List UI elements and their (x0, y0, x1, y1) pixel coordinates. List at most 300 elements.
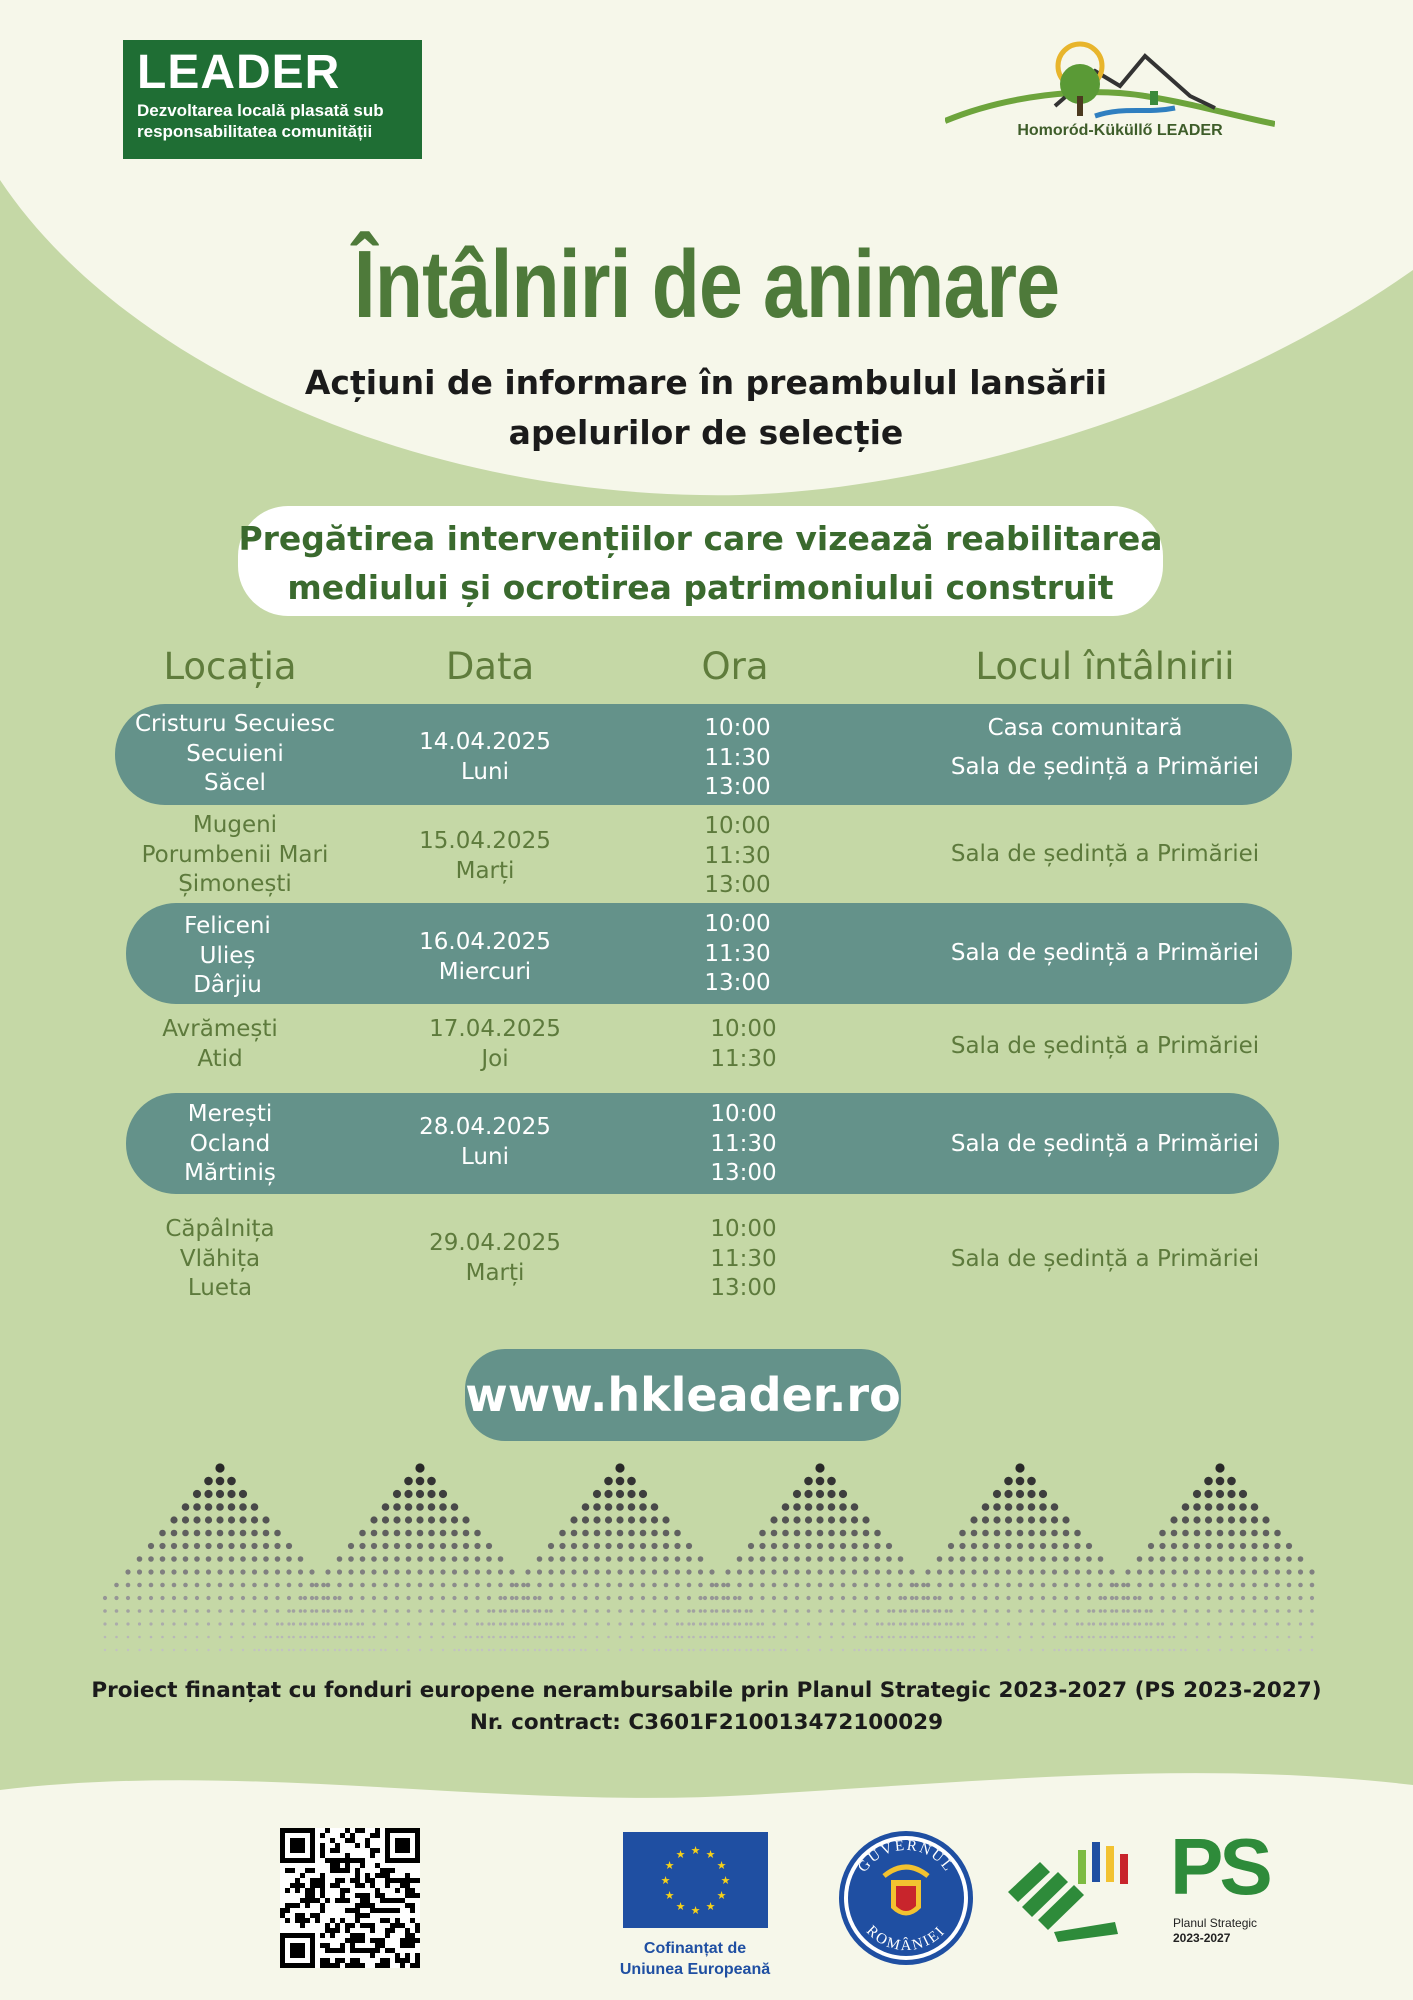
decor-dot (1287, 1622, 1290, 1625)
header-location: Locația (163, 645, 297, 688)
row-locations (120, 811, 350, 900)
decor-dot (771, 1530, 778, 1537)
decor-dot (1122, 1622, 1125, 1625)
decor-dot (492, 1622, 495, 1625)
decor-dot (1076, 1636, 1079, 1639)
decor-dot (1027, 1477, 1036, 1486)
decor-dot (1109, 1569, 1114, 1574)
decor-dot (1286, 1543, 1292, 1549)
decor-dot (171, 1530, 178, 1537)
decor-dot (298, 1569, 303, 1574)
decor-dot (699, 1622, 702, 1625)
decor-dot (183, 1569, 188, 1574)
decor-dot (830, 1636, 833, 1639)
decor-dot (1276, 1609, 1280, 1613)
time-item: 10:00 (710, 1216, 777, 1242)
decor-dot (1161, 1622, 1164, 1625)
decor-dot (950, 1636, 953, 1639)
decor-dot (1264, 1596, 1268, 1600)
decor-dot (183, 1583, 188, 1588)
decor-dot (275, 1556, 281, 1562)
decor-dot (1275, 1583, 1280, 1588)
decor-dot (784, 1649, 786, 1651)
decor-dot (415, 1463, 424, 1472)
decor-dot (1184, 1636, 1187, 1639)
decor-dot (206, 1569, 211, 1574)
decor-dot (114, 1596, 118, 1600)
decor-dot (326, 1609, 330, 1613)
decor-dot (427, 1490, 435, 1498)
decor-dot (348, 1569, 353, 1574)
day-value: Marți (465, 1259, 525, 1286)
decor-dot (572, 1596, 576, 1600)
decor-dot (842, 1636, 845, 1639)
decor-dot (604, 1490, 612, 1498)
decor-dot (1251, 1503, 1259, 1511)
decor-dot (384, 1622, 387, 1625)
decor-dot (287, 1583, 292, 1588)
decor-dot (538, 1622, 541, 1625)
decor-dot (914, 1583, 919, 1588)
decor-dot (903, 1622, 906, 1625)
decor-dot (1005, 1516, 1012, 1523)
decor-dot (926, 1609, 930, 1613)
decor-dot (240, 1530, 247, 1537)
decor-dot (568, 1636, 571, 1639)
decor-dot (1133, 1596, 1137, 1600)
decor-dot (1241, 1596, 1245, 1600)
decor-dot (606, 1596, 610, 1600)
row-times (670, 812, 805, 901)
decor-dot (276, 1622, 279, 1625)
decor-dot (299, 1622, 302, 1625)
decor-dot (806, 1596, 810, 1600)
decor-dot (1168, 1636, 1171, 1639)
decor-dot (405, 1530, 412, 1537)
decor-dot (439, 1516, 446, 1523)
decor-dot (760, 1556, 766, 1562)
decor-dot (662, 1516, 669, 1523)
decor-dot (937, 1556, 943, 1562)
decor-dot (1263, 1543, 1269, 1549)
decor-dot (150, 1649, 152, 1651)
decor-dot (938, 1609, 942, 1613)
decor-dot (1065, 1649, 1067, 1651)
decor-dot (852, 1596, 856, 1600)
decor-dot (652, 1596, 656, 1600)
decor-dot (782, 1530, 789, 1537)
eu-star-icon: ★ (660, 1874, 671, 1887)
leader-sub-line2: responsabilitatea comunității (137, 122, 373, 141)
decor-dot (126, 1583, 131, 1588)
decor-dot (864, 1609, 868, 1613)
gov-top-text: GUVERNUL (855, 1837, 957, 1876)
decor-dot (1230, 1636, 1233, 1639)
decor-dot (149, 1596, 153, 1600)
eu-flag-icon (623, 1832, 768, 1928)
decor-dot (756, 1622, 759, 1625)
time-item: 11:30 (710, 1245, 777, 1272)
decor-dot (703, 1609, 707, 1613)
decor-dot (686, 1569, 691, 1574)
decor-dot (629, 1569, 634, 1574)
decor-dot (910, 1583, 915, 1588)
decor-dot (1286, 1569, 1291, 1574)
decor-dot (864, 1622, 867, 1625)
decor-dot (761, 1622, 764, 1625)
decor-dot (138, 1649, 140, 1651)
decor-dot (227, 1490, 235, 1498)
decor-dot (492, 1649, 494, 1651)
decor-dot (1195, 1622, 1198, 1625)
decor-dot (1218, 1622, 1221, 1625)
decor-dot (334, 1649, 336, 1651)
decor-dot (299, 1649, 301, 1651)
decor-dot (372, 1622, 375, 1625)
decor-dot (253, 1609, 257, 1613)
decor-dot (276, 1609, 280, 1613)
decor-dot (1229, 1596, 1233, 1600)
decor-dot (722, 1636, 725, 1639)
decor-dot (1239, 1503, 1247, 1511)
decor-dot (526, 1596, 530, 1600)
decor-dot (499, 1609, 503, 1613)
decor-dot (760, 1569, 765, 1574)
decor-dot (1229, 1569, 1234, 1574)
decor-dot (218, 1609, 222, 1613)
decor-dot (534, 1636, 537, 1639)
decor-dot (925, 1569, 930, 1574)
decor-dot (406, 1556, 412, 1562)
decor-dot (345, 1609, 349, 1613)
decor-dot (1148, 1569, 1153, 1574)
decor-dot (617, 1569, 622, 1574)
decor-dot (292, 1622, 295, 1625)
decor-dot (193, 1503, 201, 1511)
decor-dot (348, 1556, 354, 1562)
leader-logo-title: LEADER (137, 46, 341, 99)
decor-dot (1168, 1649, 1170, 1651)
decor-dot (481, 1649, 483, 1651)
decor-dot (230, 1622, 233, 1625)
decor-dot (750, 1636, 753, 1639)
decor-dot (1053, 1649, 1055, 1651)
decor-dot (829, 1596, 833, 1600)
eu-line2: Uniunea Europeană (619, 1961, 771, 1978)
decor-dot (338, 1622, 341, 1625)
decor-dot (921, 1596, 925, 1600)
decor-dot (407, 1636, 410, 1639)
decor-dot (710, 1583, 715, 1588)
decor-dot (263, 1530, 270, 1537)
decor-dot (1251, 1543, 1257, 1549)
decor-dot (275, 1583, 280, 1588)
decor-dot (983, 1596, 987, 1600)
decor-dot (970, 1516, 977, 1523)
decor-dot (138, 1622, 141, 1625)
decor-dot (418, 1583, 423, 1588)
decor-dot (1194, 1556, 1200, 1562)
decor-dot (663, 1569, 668, 1574)
decor-dot (1195, 1609, 1199, 1613)
decor-dot (533, 1596, 537, 1600)
location-item: Lueta (187, 1275, 253, 1301)
day-value: Luni (461, 758, 509, 785)
decor-dot (926, 1596, 930, 1600)
decor-dot (582, 1530, 589, 1537)
decor-dot (334, 1636, 337, 1639)
decor-dot (1074, 1543, 1080, 1549)
decor-dot (393, 1490, 401, 1498)
decor-dot (795, 1609, 799, 1613)
decor-dot (972, 1622, 975, 1625)
decor-dot (503, 1622, 506, 1625)
decor-dot (1180, 1649, 1182, 1651)
decor-dot (264, 1609, 268, 1613)
decor-dot (818, 1609, 822, 1613)
decor-dot (1030, 1622, 1033, 1625)
decor-dot (452, 1583, 457, 1588)
decor-dot (1063, 1543, 1069, 1549)
eu-star-icon: ★ (675, 1900, 686, 1913)
decor-dot (629, 1556, 635, 1562)
decor-dot (522, 1636, 525, 1639)
decor-dot (265, 1636, 268, 1639)
decor-dot (898, 1569, 903, 1574)
decor-dot (1241, 1622, 1244, 1625)
row-times (670, 714, 805, 803)
qr-code-icon[interactable] (280, 1828, 420, 1968)
decor-dot (138, 1636, 141, 1639)
decor-dot (618, 1583, 623, 1588)
decor-dot (839, 1503, 847, 1511)
decor-dot (806, 1569, 811, 1574)
decor-dot (851, 1530, 858, 1537)
decor-dot (1041, 1622, 1044, 1625)
decor-dot (715, 1636, 718, 1639)
decor-dot (452, 1556, 458, 1562)
decor-dot (350, 1636, 353, 1639)
decor-dot (548, 1543, 554, 1549)
decor-dot (1310, 1596, 1314, 1600)
decor-dot (945, 1636, 948, 1639)
decor-dot (1157, 1636, 1160, 1639)
decor-dot (853, 1609, 857, 1613)
decor-dot (1110, 1596, 1114, 1600)
time-item: 13:00 (704, 872, 771, 898)
decor-dot (522, 1649, 524, 1651)
decor-dot (1110, 1622, 1113, 1625)
decor-dot (492, 1609, 496, 1613)
decor-dot (333, 1609, 337, 1613)
decor-dot (1051, 1530, 1058, 1537)
decor-dot (1098, 1569, 1103, 1574)
decor-dot (605, 1516, 612, 1523)
decor-dot (583, 1569, 588, 1574)
decor-dot (1042, 1636, 1045, 1639)
decor-dot (265, 1649, 267, 1651)
decor-dot (617, 1556, 623, 1562)
decor-dot (1264, 1609, 1268, 1613)
decor-dot (396, 1649, 398, 1651)
decor-dot (371, 1543, 377, 1549)
decor-dot (815, 1463, 824, 1472)
decor-dot (241, 1622, 244, 1625)
decor-dot (960, 1556, 966, 1562)
decor-dot (315, 1649, 317, 1651)
decor-dot (537, 1569, 542, 1574)
row-times (676, 1100, 811, 1189)
decor-dot (675, 1583, 680, 1588)
decor-dot (840, 1569, 845, 1574)
decor-dot (699, 1636, 702, 1639)
decor-dot (960, 1569, 965, 1574)
decor-dot (1005, 1543, 1011, 1549)
decor-dot (698, 1583, 703, 1588)
decor-dot (1183, 1556, 1189, 1562)
romanian-government-seal-icon (836, 1828, 976, 1968)
decor-dot (560, 1583, 565, 1588)
decor-dot (628, 1543, 634, 1549)
decor-dot (1006, 1583, 1011, 1588)
decor-dot (338, 1609, 342, 1613)
decor-dot (453, 1609, 457, 1613)
decor-dot (475, 1596, 479, 1600)
decor-dot (160, 1596, 164, 1600)
decor-dot (841, 1622, 844, 1625)
decor-dot (1122, 1609, 1126, 1613)
decor-dot (148, 1543, 154, 1549)
decor-dot (327, 1636, 330, 1639)
decor-dot (852, 1569, 857, 1574)
decor-dot (594, 1556, 600, 1562)
decor-dot (384, 1649, 386, 1651)
decor-dot (922, 1649, 924, 1651)
decor-dot (874, 1530, 881, 1537)
decor-dot (241, 1583, 246, 1588)
decor-dot (593, 1490, 601, 1498)
decor-dot (698, 1596, 702, 1600)
decor-dot (311, 1649, 313, 1651)
decor-dot (538, 1636, 541, 1639)
decor-dot (359, 1543, 365, 1549)
decor-dot (1207, 1636, 1210, 1639)
decor-dot (983, 1556, 989, 1562)
decor-dot (733, 1609, 737, 1613)
decor-dot (1265, 1649, 1267, 1651)
decor-dot (737, 1569, 742, 1574)
decor-dot (218, 1596, 222, 1600)
decor-dot (627, 1490, 635, 1498)
decor-dot (475, 1569, 480, 1574)
decor-dot (288, 1636, 291, 1639)
decor-dot (549, 1596, 553, 1600)
decor-dot (137, 1556, 143, 1562)
decor-dot (607, 1622, 610, 1625)
decor-dot (252, 1569, 257, 1574)
decor-dot (1252, 1569, 1257, 1574)
decor-dot (616, 1477, 625, 1486)
decor-dot (1205, 1543, 1211, 1549)
location-item: Mugeni (192, 812, 278, 838)
decor-dot (499, 1622, 502, 1625)
decor-dot (115, 1636, 118, 1639)
decor-dot (194, 1530, 201, 1537)
decor-dot (1007, 1649, 1009, 1651)
decor-dot (298, 1596, 302, 1600)
decor-dot (103, 1609, 107, 1613)
decor-dot (915, 1622, 918, 1625)
decor-dot (993, 1503, 1001, 1511)
decor-dot (395, 1609, 399, 1613)
decor-dot (274, 1530, 281, 1537)
decor-dot (582, 1503, 590, 1511)
decor-dot (322, 1622, 325, 1625)
decor-dot (527, 1649, 529, 1651)
ps-logo-letters: PS (1170, 1822, 1269, 1911)
decor-dot (1161, 1649, 1163, 1651)
decor-dot (418, 1596, 422, 1600)
decor-dot (1149, 1609, 1153, 1613)
decor-dot (593, 1516, 600, 1523)
decor-dot (1086, 1556, 1092, 1562)
decor-dot (628, 1503, 636, 1511)
decor-dot (383, 1556, 389, 1562)
decor-dot (830, 1622, 833, 1625)
decor-dot (207, 1636, 210, 1639)
decor-dot (160, 1583, 165, 1588)
row-date (400, 1229, 590, 1288)
decor-dot (875, 1569, 880, 1574)
decor-dot (492, 1636, 495, 1639)
decor-dot (710, 1622, 713, 1625)
time-item: 10:00 (704, 715, 771, 741)
decor-dot (298, 1583, 303, 1588)
decor-dot (771, 1569, 776, 1574)
decor-dot (630, 1636, 633, 1639)
decor-dot (322, 1649, 324, 1651)
decor-dot (1087, 1596, 1091, 1600)
decor-dot (1064, 1596, 1068, 1600)
decor-dot (396, 1636, 399, 1639)
decor-dot (393, 1503, 401, 1511)
decor-dot (737, 1583, 742, 1588)
decor-dot (1004, 1490, 1012, 1498)
decor-dot (1028, 1543, 1034, 1549)
decor-dot (959, 1530, 966, 1537)
website-link[interactable]: www.hkleader.ro (465, 1349, 901, 1441)
decor-dot (368, 1649, 370, 1651)
decor-dot (816, 1490, 824, 1498)
decor-dot (395, 1596, 399, 1600)
decor-dot (669, 1649, 671, 1651)
decor-dot (557, 1636, 560, 1639)
decor-dot (534, 1649, 536, 1651)
decor-dot (1087, 1583, 1092, 1588)
decor-dot (630, 1622, 633, 1625)
decor-dot (228, 1530, 235, 1537)
decor-dot (794, 1530, 801, 1537)
decor-dot (304, 1636, 307, 1639)
decor-dot (816, 1516, 823, 1523)
decor-dot (1019, 1636, 1022, 1639)
decor-dot (1298, 1596, 1302, 1600)
decor-dot (286, 1569, 291, 1574)
decor-dot (171, 1569, 176, 1574)
decor-dot (337, 1583, 342, 1588)
decor-dot (605, 1530, 612, 1537)
decor-dot (784, 1622, 787, 1625)
